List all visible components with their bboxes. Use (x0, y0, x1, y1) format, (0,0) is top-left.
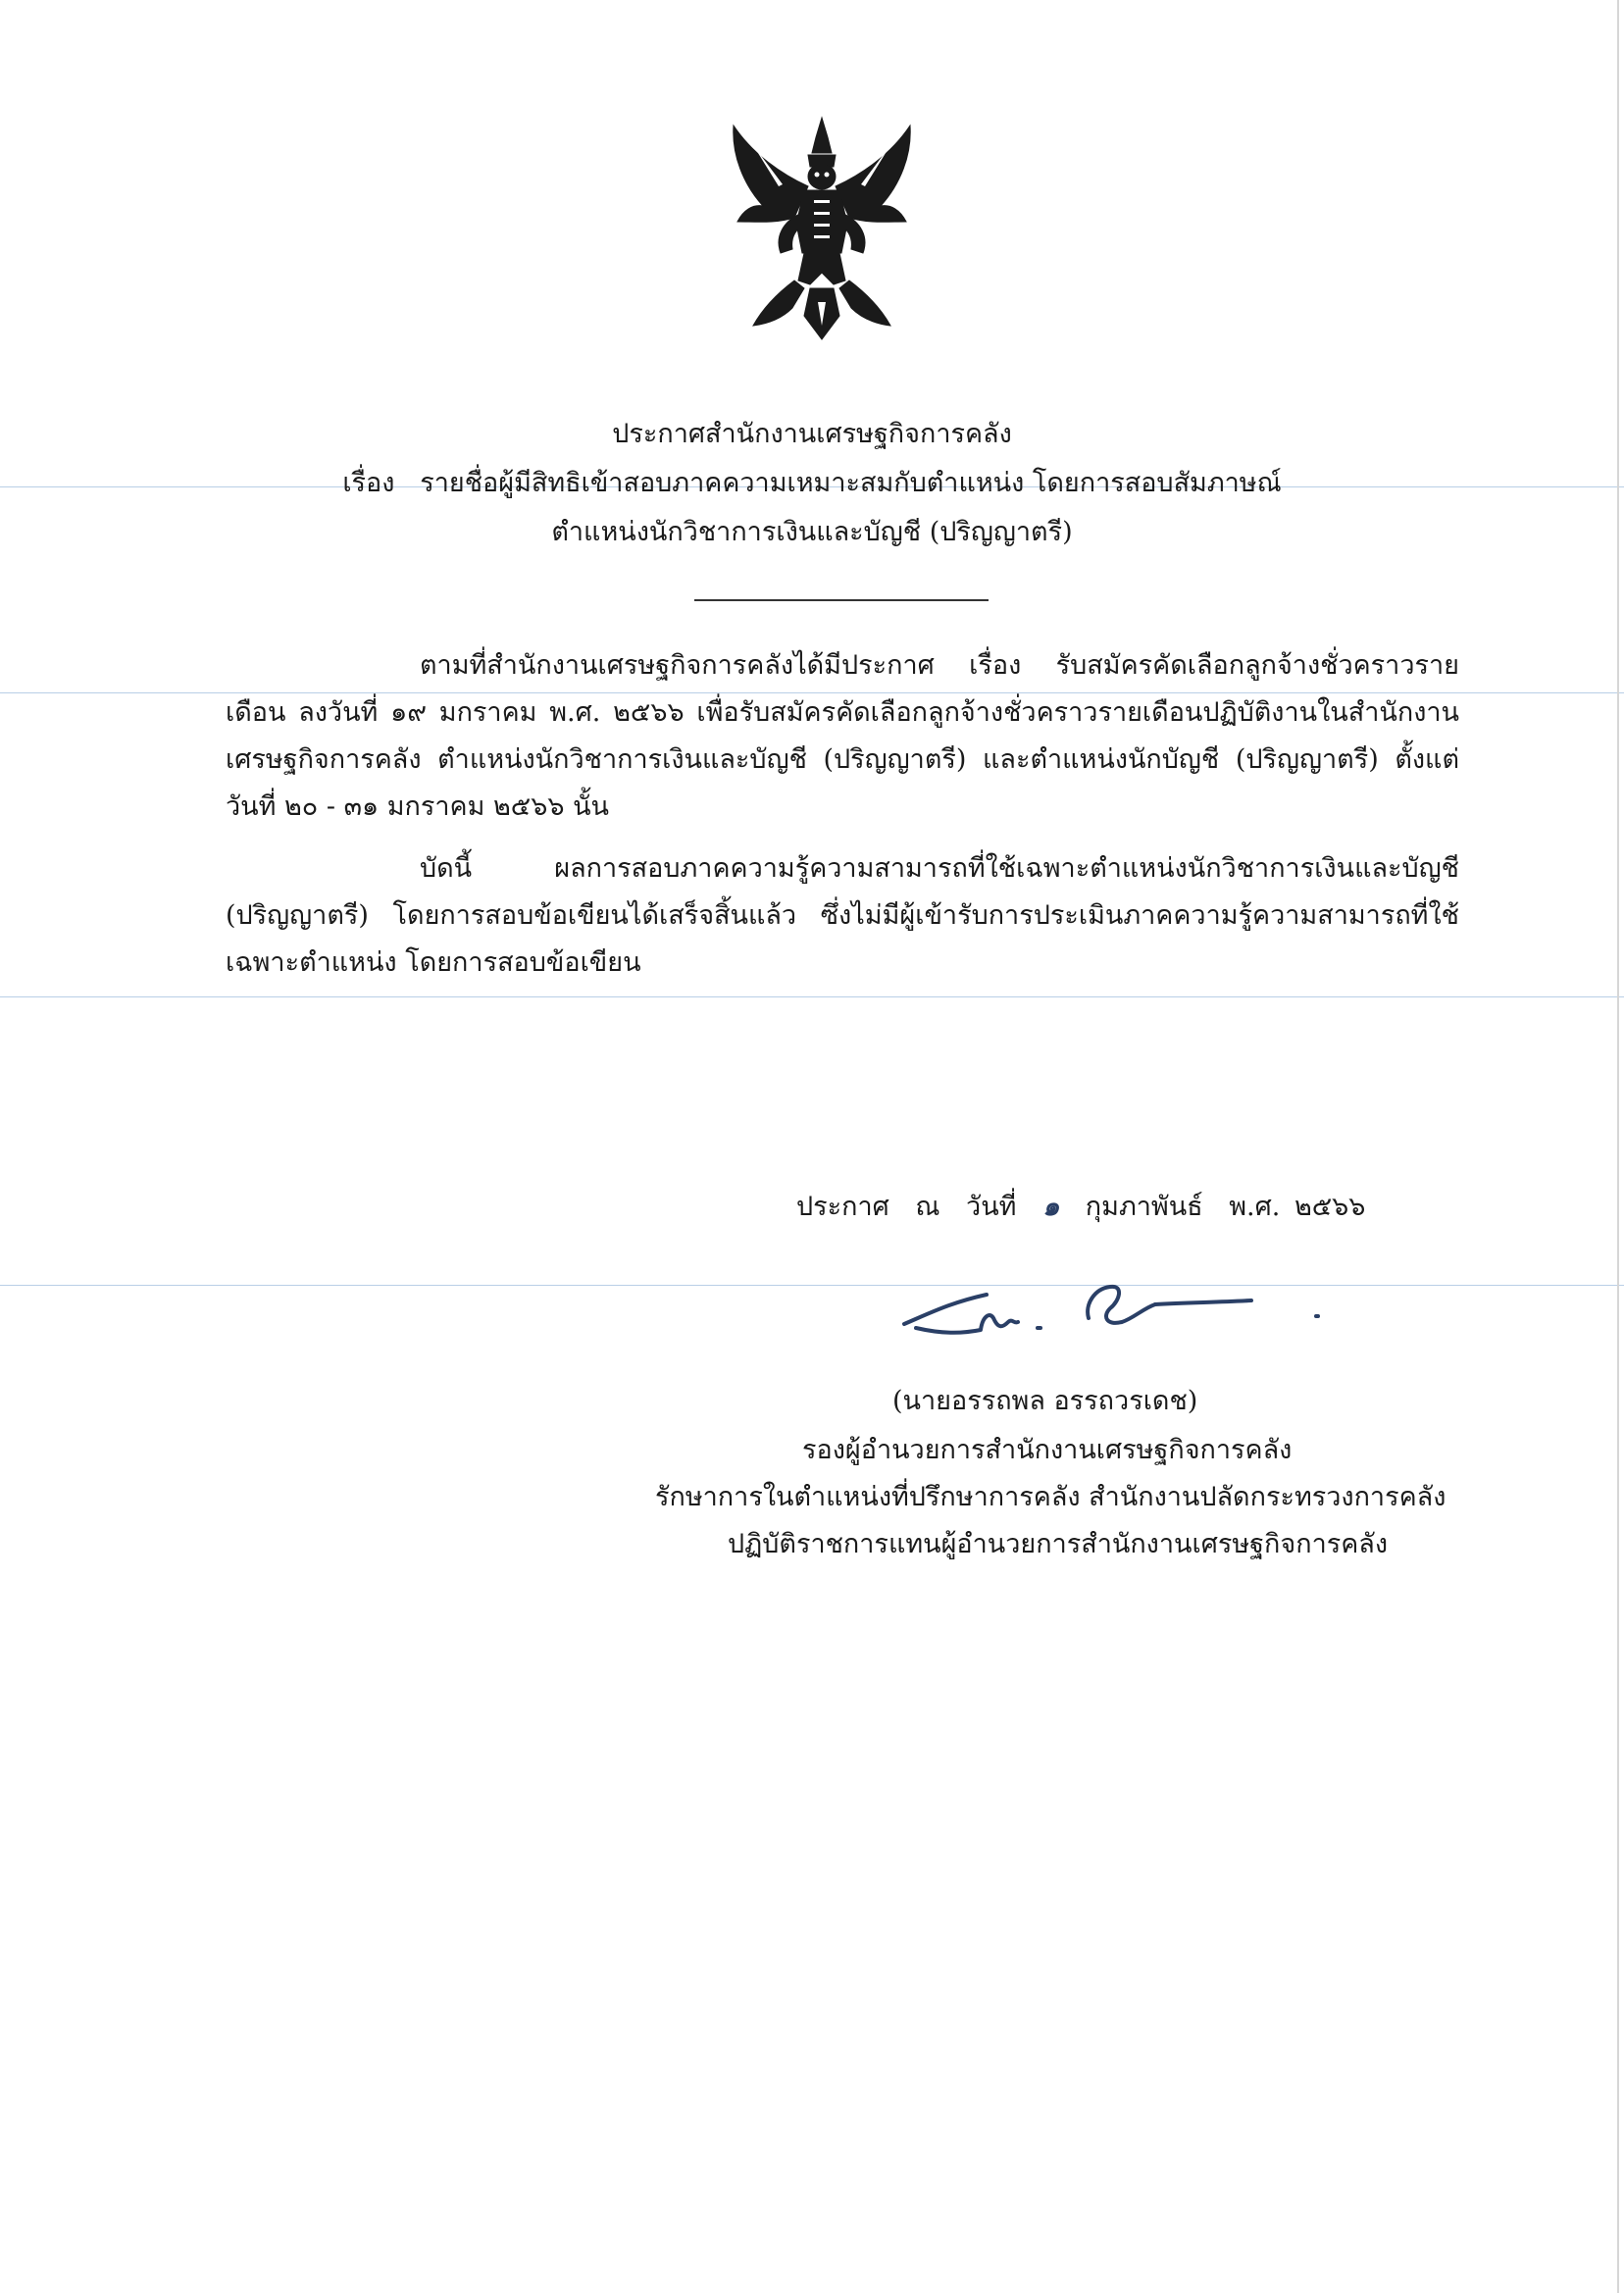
date-day-label: วันที่ (966, 1192, 1017, 1222)
subject-prefix: เรื่อง (342, 468, 395, 498)
scan-line (0, 1285, 1624, 1286)
agency-line: ประกาศสำนักงานเศรษฐกิจการคลัง (612, 419, 1012, 449)
date-year: ๒๕๖๖ (1294, 1192, 1366, 1222)
announce-date (796, 1185, 1383, 1227)
garuda-emblem-icon (724, 116, 920, 343)
body-paragraph-1: ตามที่สำนักงานเศรษฐกิจการคลังได้มีประกาศ เรื่อง รับสมัครคัดเลือกลูกจ้างชั่วคราวรายเดือน ลงวันที่ ๑๙ มกราคม พ.ศ. ๒๕๖๖ เพื่อรับสมัครคัดเลือกลูกจ้างชั่วคราวรายเดือนปฏิบัติงานในสำนักงานเศรษฐกิจการคลัง ตำแหน่งนักวิชาการเงินและบัญชี (ปริญญาตรี) และตำแหน่งนักบัญชี (ปริญญาตรี) ตั้งแต่ วันที่ ๒๐ - ๓๑ มกราคม ๒๕๖๖ นั้น (226, 650, 1459, 822)
page-edge (1617, 0, 1619, 2293)
scan-line (0, 996, 1624, 997)
subject-line (0, 461, 1624, 503)
signatory-title-1-line (0, 1428, 1624, 1470)
signatory-title-2-line (0, 1475, 1624, 1517)
announcement-heading (0, 412, 1624, 454)
signatory-name: (นายอรรถพล อรรถวรเดช) (892, 1386, 1198, 1416)
position-line (0, 510, 1624, 552)
signatory-title-3-line (0, 1522, 1624, 1564)
subject-text: รายชื่อผู้มีสิทธิเข้าสอบภาคความเหมาะสมกับตำแหน่ง โดยการสอบสัมภาษณ์ (420, 468, 1282, 498)
signatory-title-2: รักษาการในตำแหน่งที่ปรึกษาการคลัง สำนักงานปลัดกระทรวงการคลัง (655, 1482, 1446, 1512)
signatory-title-1: รองผู้อำนวยการสำนักงานเศรษฐกิจการคลัง (802, 1435, 1293, 1465)
handwritten-day: ๑ (1042, 1192, 1060, 1222)
handwritten-signature (892, 1265, 1324, 1353)
date-at: ณ (915, 1192, 940, 1222)
signatory-name-line (0, 1379, 1624, 1421)
signatory-title-3: ปฏิบัติราชการแทนผู้อำนวยการสำนักงานเศรษฐกิจการคลัง (728, 1529, 1389, 1559)
header-divider (694, 599, 989, 601)
date-era: พ.ศ. (1229, 1192, 1281, 1222)
body-paragraph-2: บัดนี้ ผลการสอบภาคความรู้ความสามารถที่ใช้เฉพาะตำแหน่งนักวิชาการเงินและบัญชี (ปริญญาตรี) โดยการสอบข้อเขียนได้เสร็จสิ้นแล้ว ซึ่งไม่มีผู้เข้ารับการประเมินภาคความรู้ความสามารถที่ใช้เฉพาะตำแหน่ง โดยการสอบข้อเขียน (226, 853, 1459, 978)
date-month: กุมภาพันธ์ (1085, 1192, 1203, 1222)
position-text: ตำแหน่งนักวิชาการเงินและบัญชี (ปริญญาตรี) (551, 517, 1073, 547)
date-prefix: ประกาศ (796, 1192, 889, 1222)
